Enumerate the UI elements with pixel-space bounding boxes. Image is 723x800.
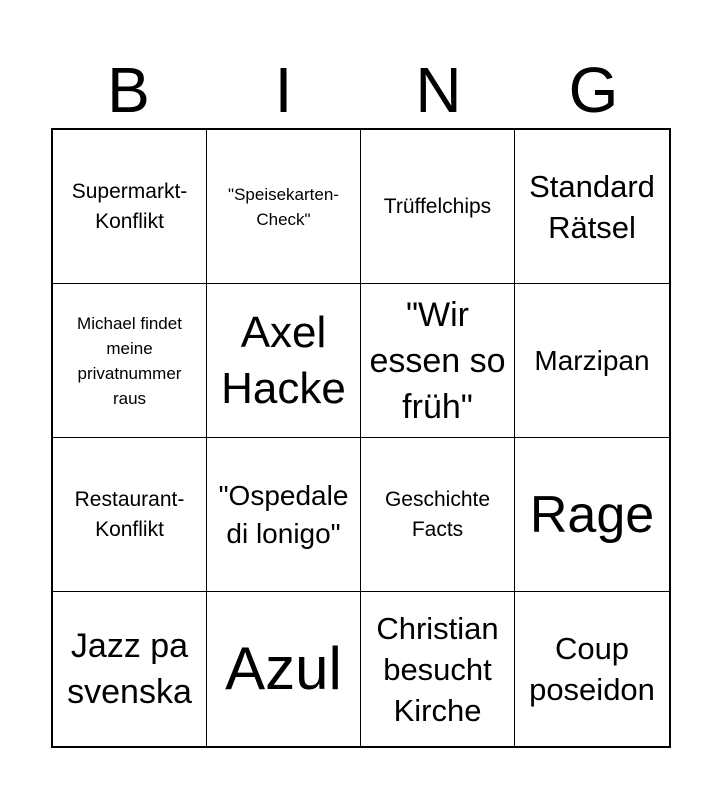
bingo-cell[interactable]: Coup poseidon [529, 631, 655, 707]
bingo-cell[interactable]: Geschichte Facts [361, 438, 515, 592]
bingo-header [51, 52, 671, 128]
header-letter-i: I [274, 54, 293, 126]
bingo-cell[interactable]: Marzipan [515, 284, 669, 438]
bingo-cell[interactable]: "Speisekarten-Check" [207, 130, 361, 284]
bingo-cell[interactable]: "Ospedale di lonigo" [207, 438, 361, 592]
bingo-cell[interactable]: Michael findet meine privatnummer raus [53, 284, 207, 438]
bingo-cell[interactable]: Restaurant-Konflikt [53, 438, 207, 592]
bingo-cell[interactable]: Rage [515, 438, 669, 592]
bingo-cell[interactable]: Supermarkt-Konflikt [53, 130, 207, 284]
bingo-cell[interactable]: Christian besucht Kirche [361, 592, 515, 746]
bingo-board [51, 128, 671, 748]
bingo-cell[interactable]: Azul [207, 592, 361, 746]
header-letter-b: B [107, 54, 150, 126]
bingo-cell[interactable]: Standard Rätsel [515, 130, 669, 284]
bingo-cell[interactable]: Jazz pa svenska [53, 592, 207, 746]
header-letter-n: N [415, 54, 462, 126]
header-letter-g: G [568, 54, 619, 126]
bingo-cell[interactable]: "Wir essen so früh" [361, 284, 515, 438]
bingo-cell[interactable]: Axel Hacke [207, 284, 361, 438]
bingo-cell[interactable]: Trüffelchips [361, 130, 515, 284]
